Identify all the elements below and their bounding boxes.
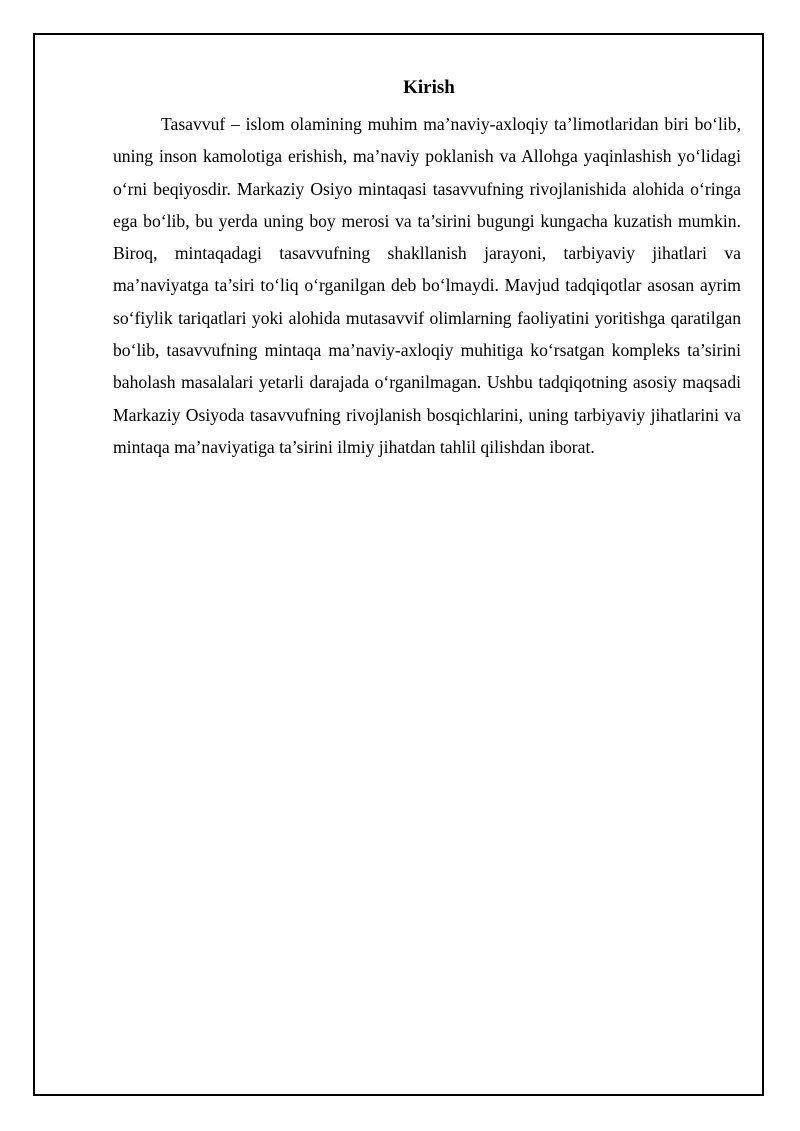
body-paragraph: Tasavvuf – islom olamining muhim ma’naviy-axloqiy ta’limotlaridan biri bo‘lib, uning inson kamolotiga erishish, ma’naviy poklanish va Allohga yaqinlashish yo‘lidagi o‘rni beqiyosdir. Markaziy Osiyo mintaqasi tasavvufning rivojlanishida alohida o‘ringa ega bo‘lib, bu yerda uning boy merosi va ta’sirini bugungi kungacha kuzatish mumkin. Biroq, mintaqadagi tasavvufning shakllanish jarayoni, tarbiyaviy jihatlari va ma’naviyatga ta’siri to‘liq o‘rganilgan deb bo‘lmaydi. Mavjud tadqiqotlar asosan ayrim so‘fiylik tariqatlari yoki alohida mutasavvif olimlarning faoliyatini yoritishga qaratilgan bo‘lib, tasavvufning mintaqa ma’naviy-axloqiy muhitiga ko‘rsatgan kompleks ta’sirini baholash masalalari yetarli darajada o‘rganilmagan. Ushbu tadqiqotning asosiy maqsadi Markaziy Osiyoda tasavvufning rivojlanish bosqichlarini, uning tarbiyaviy jihatlarini va mintaqa ma’naviyatiga ta’sirini ilmiy jihatdan tahlil qilishdan iborat. — [113, 114, 741, 457]
section-heading: Kirish — [403, 77, 455, 98]
